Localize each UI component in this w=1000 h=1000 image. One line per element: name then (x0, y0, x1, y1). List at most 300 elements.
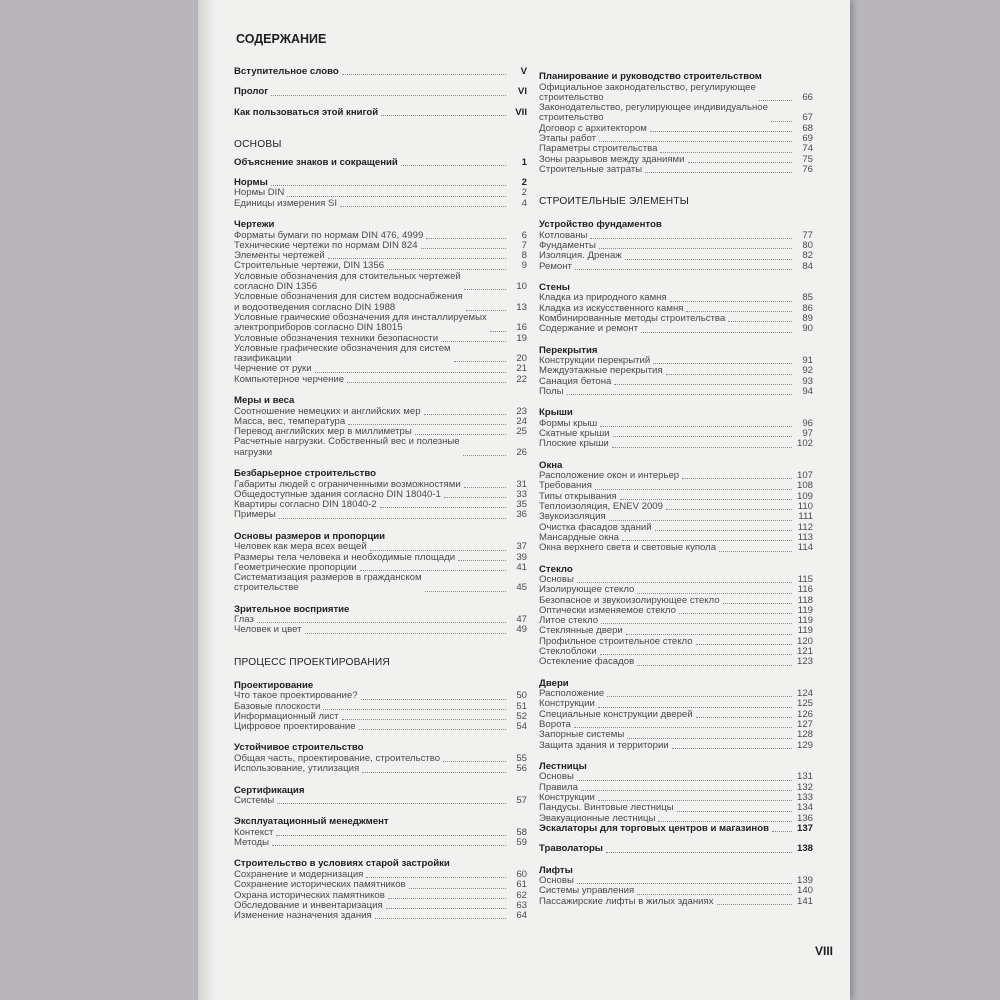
dot-leader (606, 852, 792, 853)
toc-entry-title: Сохранение и модернизация (234, 868, 364, 880)
toc-entry[interactable] (234, 510, 527, 520)
dot-leader (600, 654, 792, 655)
toc-entry-page: 108 (796, 480, 813, 492)
toc-entry[interactable] (234, 292, 527, 313)
chapter-heading: Устойчивое строительство (234, 742, 364, 754)
toc-entry-title: Изолирующее стекло (539, 584, 635, 596)
toc-entry-page: 24 (516, 415, 527, 427)
toc-entry-title: Человек и цвет (234, 624, 302, 636)
toc-left-column (234, 67, 527, 921)
dot-leader (771, 121, 792, 122)
toc-entry[interactable] (234, 796, 527, 806)
section-title: ПРОЦЕСС ПРОЕКТИРОВАНИЯ (234, 656, 390, 668)
toc-entry-title: Запорные системы (539, 729, 625, 741)
toc-entry[interactable] (539, 824, 813, 834)
dot-leader (577, 780, 792, 781)
dot-leader (466, 310, 506, 311)
toc-entry-page: 94 (802, 385, 813, 397)
dot-leader (271, 185, 506, 186)
toc-entry[interactable] (539, 103, 813, 124)
dot-leader (599, 141, 792, 142)
dot-leader (359, 729, 506, 730)
toc-right-column (539, 67, 813, 907)
toc-entry-page: 60 (516, 868, 527, 880)
toc-entry-page: 133 (796, 792, 813, 804)
toc-entry[interactable] (539, 324, 813, 334)
toc-entry-title: Конструкции (539, 792, 595, 804)
dot-leader (679, 613, 792, 614)
chapter-heading: Сертификация (234, 784, 305, 796)
toc-entry-page: 93 (802, 375, 813, 387)
toc-entry-title: Элементы чертежей (234, 250, 325, 262)
toc-entry[interactable] (234, 168, 527, 188)
dot-leader (614, 384, 792, 385)
dot-leader (490, 331, 506, 332)
toc-entry-title: Системы (234, 795, 275, 807)
section-title: СТРОИТЕЛЬНЫЕ ЭЛЕМЕНТЫ (539, 196, 689, 208)
dot-leader (361, 699, 506, 700)
dot-leader (620, 499, 792, 500)
toc-entry-page: 86 (802, 302, 813, 314)
dot-leader (607, 696, 792, 697)
toc-entry-page: 37 (516, 541, 527, 553)
toc-entry-title: Общедоступные здания согласно DIN 18040-1 (234, 488, 441, 500)
toc-entry-title: Договор с архитектором (539, 122, 647, 134)
dot-leader (340, 206, 506, 207)
toc-entry-page: 84 (802, 260, 813, 272)
dot-leader (279, 518, 506, 519)
dot-leader (666, 509, 792, 510)
toc-entry-title: Пандусы. Винтовые лестницы (539, 802, 674, 814)
dot-leader (728, 321, 792, 322)
toc-entry-page: 2 (521, 187, 527, 199)
toc-entry-title: Информационный лист (234, 710, 339, 722)
toc-entry-page: 36 (516, 509, 527, 521)
chapter-heading: Двери (539, 677, 569, 689)
dot-leader (401, 165, 506, 166)
dot-leader (444, 497, 506, 498)
toc-entry[interactable] (539, 251, 813, 261)
chapter-heading: Крыши (539, 407, 573, 419)
dot-leader (653, 363, 792, 364)
toc-entry[interactable] (539, 710, 813, 720)
chapter-heading: Проектирование (234, 679, 314, 691)
chapter-heading: Стекло (539, 563, 573, 575)
toc-entry-title: Примеры (234, 509, 276, 521)
dot-leader (682, 478, 792, 479)
toc-entry[interactable] (234, 764, 527, 774)
toc-entry-page: 4 (521, 197, 527, 209)
chapter-heading: Планирование и руководство строительством (539, 71, 762, 82)
toc-entry[interactable] (539, 772, 813, 782)
toc-entry-page: 75 (802, 153, 813, 165)
dot-leader (577, 883, 792, 884)
toc-entry-page: 112 (797, 521, 813, 533)
chapter-heading: Лестницы (539, 760, 587, 772)
dot-leader (696, 644, 792, 645)
toc-entry-page: VI (517, 86, 527, 98)
toc-entry-title: Условные обозначения для систем водоснабжения и водоотведения согласно DIN 1988 (234, 291, 463, 313)
toc-entry-page: 140 (796, 885, 813, 897)
toc-entry-title: Как пользоваться этой книгой (234, 106, 379, 118)
toc-entry-page: 76 (802, 163, 813, 175)
chapter-heading: Перекрытия (539, 344, 598, 356)
toc-entry-title: Этапы работ (539, 132, 596, 144)
dot-leader (424, 414, 506, 415)
toc-entry-page: 66 (802, 91, 813, 103)
toc-entry-page: 13 (516, 301, 527, 313)
dot-leader (454, 361, 506, 362)
toc-entry-title: Основы (539, 875, 574, 887)
chapter-heading: Безбарьерное строительство (234, 468, 376, 480)
dot-leader (577, 582, 792, 583)
toc-entry-title: Геометрические пропорции (234, 561, 357, 573)
toc-entry-page: 50 (516, 690, 527, 702)
toc-entry-title: Стеклянные двери (539, 625, 623, 637)
dot-leader (421, 248, 506, 249)
toc-entry-title: Глаз (234, 614, 254, 626)
toc-entry-title: Междуэтажные перекрытия (539, 365, 663, 377)
toc-entry-title: Параметры строительства (539, 143, 658, 155)
toc-entry[interactable] (234, 625, 527, 635)
dot-leader (425, 591, 506, 592)
toc-entry-title: Размеры тела человека и необходимые площади (234, 551, 456, 563)
dot-leader (723, 603, 792, 604)
toc-entry-page: 67 (802, 112, 813, 124)
dot-leader (347, 382, 506, 383)
toc-entry-page: 128 (796, 729, 813, 741)
toc-entry-title: Окна верхнего света и световые купола (539, 542, 717, 554)
dot-leader (637, 665, 792, 666)
toc-entry-title: Остекление фасадов (539, 656, 635, 668)
toc-entry-page: 119 (797, 625, 813, 637)
toc-entry-page: 57 (516, 795, 527, 807)
toc-entry-page: 22 (516, 373, 527, 385)
toc-entry-page: 139 (796, 875, 813, 887)
toc-entry-page: 10 (516, 281, 527, 293)
toc-entry-title: Требования (539, 480, 592, 492)
section-title: ОСНОВЫ (234, 138, 282, 150)
toc-entry-title: Квартиры согласно DIN 18040-2 (234, 499, 377, 511)
chapter-heading: Меры и веса (234, 395, 295, 407)
toc-entry[interactable] (234, 838, 527, 848)
dot-leader (370, 550, 506, 551)
toc-entry-title: Контекст (234, 826, 274, 838)
toc-entry-title: Объяснение знаков и сокращений (234, 156, 398, 168)
toc-entry-title: Комбинированные методы строительства (539, 312, 726, 324)
toc-entry[interactable] (539, 165, 813, 175)
dot-leader (658, 821, 792, 822)
dot-leader (380, 507, 506, 508)
toc-title: СОДЕРЖАНИЕ (236, 32, 327, 46)
toc-entry-title: Основы (539, 771, 574, 783)
toc-entry-title: Вступительное слово (234, 66, 339, 77)
toc-entry-page: 21 (516, 363, 527, 375)
toc-entry-page: 116 (797, 584, 813, 596)
dot-leader (660, 152, 792, 153)
toc-entry-title: Конструкции (539, 698, 595, 710)
toc-entry-title: Ворота (539, 719, 571, 731)
toc-entry-title: Пассажирские лифты в жилых зданиях (539, 895, 714, 907)
chapter-heading: Эксплуатационный менеджмент (234, 816, 389, 828)
toc-entry-page: 134 (796, 802, 813, 814)
dot-leader (637, 894, 792, 895)
toc-entry-page: 9 (521, 260, 527, 272)
toc-entry-title: Фундаменты (539, 239, 596, 251)
toc-entry-title: Специальные конструкции дверей (539, 708, 693, 720)
dot-leader (688, 162, 793, 163)
toc-entry[interactable] (234, 98, 527, 118)
toc-entry-page: 68 (802, 122, 813, 134)
toc-entry-page: 120 (796, 635, 813, 647)
toc-entry-page: 1 (521, 156, 527, 168)
chapter-heading: Стены (539, 281, 570, 293)
dot-leader (626, 634, 792, 635)
toc-entry-page: 121 (796, 646, 813, 658)
toc-entry-page: 64 (516, 910, 527, 922)
toc-entry-page: 137 (796, 822, 813, 834)
toc-entry-page: 7 (521, 239, 527, 251)
toc-entry-page: 52 (516, 710, 527, 722)
toc-entry-page: 125 (796, 698, 813, 710)
toc-entry-title: Пролог (234, 86, 269, 98)
toc-entry-title: Строительные затраты (539, 163, 643, 175)
dot-leader (612, 447, 792, 448)
toc-entry-title: Оптически изменяемое стекло (539, 604, 676, 616)
toc-entry-title: Использование, утилизация (234, 763, 360, 775)
toc-entry-page: 129 (796, 739, 813, 751)
toc-entry[interactable] (234, 437, 527, 458)
toc-entry-title: Условные обозначения техники безопасности (234, 332, 439, 344)
dot-leader (598, 800, 792, 801)
dot-leader (655, 530, 792, 531)
toc-entry-title: Обследование и инвентаризация (234, 899, 383, 911)
toc-entry-title: Систематизация размеров в гражданском строительстве (234, 572, 422, 594)
toc-entry-title: Строительные чертежи, DIN 1356 (234, 260, 385, 272)
toc-entry-title: Санация бетона (539, 375, 612, 387)
dot-leader (575, 269, 792, 270)
toc-entry-page: 23 (516, 405, 527, 417)
toc-entry[interactable] (234, 542, 527, 552)
chapter-heading: Чертежи (234, 219, 275, 231)
toc-entry-title: Ремонт (539, 260, 572, 272)
toc-entry-title: Эвакуационные лестницы (539, 812, 656, 824)
dot-leader (386, 908, 506, 909)
toc-entry-page: 136 (796, 812, 813, 824)
toc-entry[interactable] (539, 741, 813, 751)
toc-entry[interactable] (539, 897, 813, 907)
dot-leader (599, 248, 792, 249)
dot-leader (650, 131, 792, 132)
toc-entry-title: Плоские крыши (539, 438, 609, 450)
toc-entry-page: 85 (802, 292, 813, 304)
dot-leader (257, 622, 506, 623)
toc-entry-title: Человек как мера всех вещей (234, 541, 367, 553)
dot-leader (719, 551, 792, 552)
toc-entry[interactable] (234, 77, 527, 97)
dot-leader (362, 772, 506, 773)
toc-entry-title: Нормы DIN (234, 187, 285, 199)
toc-entry-page: 69 (802, 132, 813, 144)
toc-entry-page: 41 (516, 561, 527, 573)
dot-leader (305, 633, 506, 634)
toc-entry-page: 25 (516, 426, 527, 438)
toc-entry-title: Формы крыш (539, 417, 598, 429)
dot-leader (645, 172, 792, 173)
toc-entry-title: Звукоизоляция (539, 511, 606, 523)
dot-leader (277, 803, 506, 804)
toc-entry-title: Перевод английских мер в миллиметры (234, 426, 412, 438)
toc-entry[interactable] (234, 158, 527, 168)
toc-entry[interactable] (539, 377, 813, 387)
toc-entry-page: 74 (802, 143, 813, 155)
toc-entry[interactable] (234, 880, 527, 890)
toc-entry-page: 80 (802, 239, 813, 251)
dot-leader (759, 100, 792, 101)
toc-entry-title: Кладка из природного камня (539, 292, 667, 304)
dot-leader (387, 269, 506, 270)
toc-entry-page: 63 (516, 899, 527, 911)
toc-entry-title: Скатные крыши (539, 428, 610, 440)
toc-entry-title: Профильное строительное стекло (539, 635, 693, 647)
toc-entry-page: 111 (798, 511, 813, 523)
dot-leader (595, 489, 792, 490)
toc-entry-title: Условные обозначения для стоительных чертежей согласно DIN 1356 (234, 270, 461, 293)
toc-entry-page: 35 (516, 499, 527, 511)
toc-entry-page: 49 (516, 624, 527, 636)
toc-entry-title: Системы управления (539, 885, 635, 897)
toc-entry[interactable] (539, 83, 813, 104)
toc-entry[interactable] (234, 375, 527, 385)
toc-entry-title: Полы (539, 385, 564, 397)
toc-entry-title: Мансардные окна (539, 531, 619, 543)
toc-entry-title: Расположение (539, 688, 605, 700)
toc-entry-page: 90 (802, 323, 813, 335)
toc-entry[interactable] (539, 834, 813, 854)
toc-entry-page: 51 (516, 700, 527, 712)
toc-entry-page: 124 (796, 688, 813, 700)
toc-entry[interactable] (234, 272, 527, 293)
toc-entry[interactable] (234, 344, 527, 365)
dot-leader (342, 719, 506, 720)
toc-entry[interactable] (234, 313, 527, 334)
toc-entry[interactable] (234, 500, 527, 510)
toc-entry-page: 26 (516, 446, 527, 458)
dot-leader (463, 455, 506, 456)
toc-entry-page: 89 (802, 312, 813, 324)
dot-leader (574, 727, 792, 728)
toc-entry-page: 119 (797, 615, 813, 627)
toc-entry-page: 109 (796, 490, 813, 502)
page-number: VIII (815, 944, 834, 958)
toc-entry-page: 55 (516, 752, 527, 764)
dot-leader (342, 74, 506, 75)
toc-entry[interactable] (234, 911, 527, 921)
toc-entry-title: Единицы измерения SI (234, 197, 338, 209)
chapter-heading: Зрительное восприятие (234, 603, 350, 615)
dot-leader (315, 372, 506, 373)
dot-leader (696, 717, 792, 718)
dot-leader (272, 845, 506, 846)
dot-leader (613, 436, 792, 437)
toc-entry-title: Форматы бумаги по нормам DIN 476, 4999 (234, 229, 424, 241)
toc-entry-page: 61 (516, 879, 527, 891)
dot-leader (581, 790, 792, 791)
toc-entry[interactable] (234, 573, 527, 594)
toc-entry[interactable] (234, 722, 527, 732)
dot-leader (287, 196, 506, 197)
toc-entry-title: Литое стекло (539, 615, 599, 627)
toc-entry-page: 92 (802, 365, 813, 377)
toc-entry-page: 132 (796, 781, 813, 793)
toc-entry-title: Масса, вес, температура (234, 415, 346, 427)
toc-entry-page: 123 (796, 656, 813, 668)
chapter-heading: Основы размеров и пропорции (234, 530, 386, 542)
toc-entry-page: V (520, 66, 527, 77)
toc-entry-title: Официальное законодательство, регулирующее строительство (539, 81, 756, 103)
dot-leader (600, 426, 792, 427)
toc-entry-title: Правила (539, 781, 578, 793)
toc-entry-title: Соотношение немецких и английских мер (234, 405, 421, 417)
toc-entry-page: 107 (796, 470, 813, 482)
toc-entry-page: 59 (516, 837, 527, 849)
toc-entry-page: 62 (516, 889, 527, 901)
dot-leader (348, 424, 506, 425)
toc-entry-page: 131 (796, 771, 813, 783)
toc-entry-title: Законодательство, регулирующее индивидуальное строительство (539, 102, 768, 124)
dot-leader (271, 95, 506, 96)
toc-entry-page: 33 (516, 488, 527, 500)
toc-entry-page: 118 (797, 594, 813, 606)
toc-entry[interactable] (539, 657, 813, 667)
toc-entry[interactable] (539, 439, 813, 449)
toc-entry-title: Условные граические обозначения для инсталлируемых электроприборов согласно DIN 18015 (234, 311, 487, 334)
dot-leader (627, 738, 792, 739)
chapter-heading: Окна (539, 459, 563, 471)
dot-leader (772, 831, 792, 832)
toc-entry-page: 115 (797, 574, 813, 585)
toc-entry-title: Компьютерное черчение (234, 373, 345, 385)
dot-leader (323, 709, 506, 710)
toc-entry[interactable] (234, 199, 527, 209)
toc-entry-page: 77 (802, 229, 813, 241)
dot-leader (677, 811, 792, 812)
book-page (198, 0, 850, 1000)
toc-entry-page: 56 (516, 763, 527, 775)
toc-entry-title: Траволаторы (539, 843, 603, 855)
toc-entry[interactable] (539, 387, 813, 397)
toc-entry-title: Условные графические обозначения для систем газификации (234, 342, 451, 365)
dot-leader (637, 593, 792, 594)
toc-entry[interactable] (539, 262, 813, 272)
dot-leader (276, 835, 506, 836)
toc-entry[interactable] (539, 543, 813, 553)
dot-leader (625, 259, 792, 260)
dot-leader (601, 623, 792, 624)
toc-entry-page: 113 (797, 531, 813, 543)
dot-leader (666, 374, 792, 375)
toc-entry-page: 20 (516, 353, 527, 365)
toc-entry-page: 16 (516, 322, 527, 334)
toc-entry-title: Стеклоблоки (539, 646, 597, 658)
dot-leader (360, 570, 506, 571)
dot-leader (464, 289, 506, 290)
toc-entry[interactable] (234, 828, 527, 838)
dot-leader (670, 301, 792, 302)
toc-entry-title: Котлованы (539, 229, 588, 241)
toc-entry-title: Конструкции перекрытий (539, 355, 651, 367)
toc-entry[interactable] (234, 67, 527, 77)
